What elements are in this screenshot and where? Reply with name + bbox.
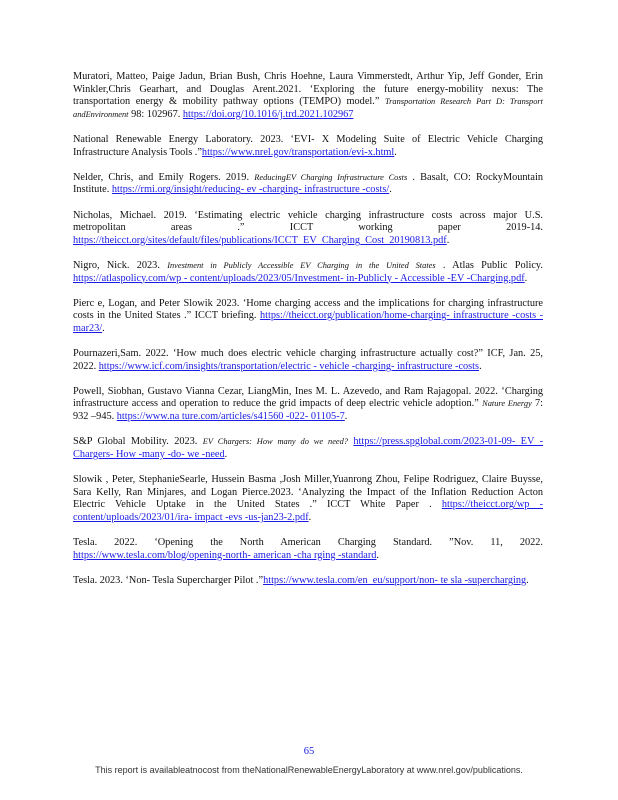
reference-nelder: Nelder, Chris, and Emily Rogers. 2019. ReducingEV Charging Infrastructure Costs . Basalt, CO: RockyMountain Institute. https://rmi.org/insight/reducing- ev -charging- infrastructure -costs/. — [73, 171, 543, 196]
reference-nrel: National Renewable Energy Laboratory. 2023. ‘EVI- X Modeling Suite of Electric Vehicle Charging Infrastructure Analysis Tools .”https://www.nrel.gov/transportation/evi-x.html. — [73, 133, 543, 158]
page-number: 65 — [303, 746, 315, 757]
journal-title: Transportation Research Part D: Transport andEnvironment — [73, 97, 543, 119]
reference-sp-global: S&P Global Mobility. 2023. EV Chargers: How many do we need? https://press.spglobal.com/2023-01-09- EV -Chargers- How -many -do- we -need. — [73, 436, 544, 460]
page-footer: This report is availableatnocost from theNationalRenewableEnergyLaboratory at www.nrel.gov/publications. — [95, 765, 523, 775]
reference-link[interactable]: https://theicct.org/publication/home-charging- infrastructure -costs -mar23/ — [73, 310, 544, 334]
reference-link[interactable]: https://www.tesla.com/blog/opening-north- american -cha rging -standard — [73, 549, 377, 561]
reference-link[interactable]: https://theicct.org/wp -content/uploads/2023/01/ira- impact -evs -us-jan23-2.pdf — [73, 499, 543, 523]
reference-link[interactable]: https://www.tesla.com/en_eu/support/non- te sla -supercharging — [263, 574, 527, 586]
report-title: Investment in Publicly Accessible EV Charging in the United States — [167, 260, 436, 270]
reference-link[interactable]: https://www.na ture.com/articles/s41560 -022- 01105-7 — [116, 411, 345, 423]
reference-pournazeri: Pournazeri,Sam. 2022. ‘How much does electric vehicle charging infrastructure actually cost?” ICF, Jan. 25, 2022. https://www.icf.com/insights/transportation/electric - vehicle -charging- infrastructure -costs. — [73, 348, 543, 372]
article-title: EV Chargers: How many do we need? — [202, 437, 349, 447]
reference-pierce: Pierc e, Logan, and Peter Slowik 2023. ‘Home charging access and the implications for charging infrastructure costs in the United States .” ICCT briefing. https://theicct.org/publication/home-charging- infrastructure -costs -mar23/. — [73, 297, 544, 334]
journal-title: Nature Energy — [482, 399, 532, 409]
reference-nigro: Nigro, Nick. 2023. Investment in Publicly Accessible EV Charging in the United States . Atlas Public Policy. https://atlaspolicy.com/wp - content/uploads/2023/05/Investment- in-Publicly - Accessible -EV -Charging.pdf. — [73, 259, 543, 284]
reference-link[interactable]: https://press.spglobal.com/2023-01-09- EV -Chargers- How -many -do- we -need — [73, 436, 544, 460]
references-list — [73, 71, 543, 600]
reference-link[interactable]: https://www.icf.com/insights/transportation/electric - vehicle -charging- infrastructure -costs — [98, 360, 480, 372]
reference-slowik: Slowik , Peter, StephanieSearle, Hussein Basma ,Josh Miller,Yuanrong Zhou, Felipe Rodriguez, Claire Buysse, Sara Kelly, Ran Minjares, and Logan Pierce.2023. ‘Analyzing the Impact of the Inflation Reduction Acton Electric Vehicle Uptake in the United States .” ICCT White Paper . https://theicct.org/wp -content/uploads/2023/01/ira- impact -evs -us-jan23-2.pdf. — [73, 474, 543, 523]
doi-link[interactable]: https://doi.org/10.1016/j.trd.2021.102967 — [182, 108, 354, 120]
reference-tesla-2022: Tesla. 2022. ‘Opening the North American Charging Standard. ”Nov. 11, 2022. https://www.tesla.com/blog/opening-north- american -cha rging -standard. — [73, 536, 543, 561]
reference-nicholas: Nicholas, Michael. 2019. ‘Estimating electric vehicle charging infrastructure costs across major U.S. metropolitan areas .” ICCT working paper 2019-14. https://theicct.org/sites/default/files/publications/ICCT_EV_Charging_Cost_20190813.pdf. — [73, 209, 543, 246]
reference-link[interactable]: https://theicct.org/sites/default/files/publications/ICCT_EV_Charging_Cost_20190813.pdf — [73, 234, 447, 246]
book-title: ReducingEV Charging Infrastructure Costs — [254, 172, 408, 182]
reference-link[interactable]: https://www.nrel.gov/transportation/evi-x.html — [201, 146, 395, 158]
reference-muratori: Muratori, Matteo, Paige Jadun, Brian Bush, Chris Hoehne, Laura Vimmerstedt, Arthur Yip, Jeff Gonder, Erin Winkler,Chris Gearhart, and Douglas Arent.2021. ‘Exploring the future energy-mobility nexus: The transportation energy & mobility pathway options (TEMPO) model.” Transportation Research Part D: Transport andEnvironment 98: 102967. https://doi.org/10.1016/j.trd.2021.102967 — [73, 71, 543, 120]
reference-link[interactable]: https://rmi.org/insight/reducing- ev -charging- infrastructure -costs/ — [111, 184, 390, 196]
reference-powell: Powell, Siobhan, Gustavo Vianna Cezar, LiangMin, Ines M. L. Azevedo, and Ram Rajagopal. 2022. ‘Charging infrastructure access and operation to reduce the grid impacts of deep electric vehicle adoption.” Nature Energy 7: 932 –945. https://www.na ture.com/articles/s41560 -022- 01105-7. — [73, 385, 544, 423]
reference-link[interactable]: https://atlaspolicy.com/wp - content/uploads/2023/05/Investment- in-Publicly - Accessible -EV -Charging.pdf — [73, 272, 525, 284]
reference-tesla-2023: Tesla. 2023. ‘Non- Tesla Supercharger Pilot .”https://www.tesla.com/en_eu/support/non- te sla -supercharging. — [73, 574, 529, 586]
